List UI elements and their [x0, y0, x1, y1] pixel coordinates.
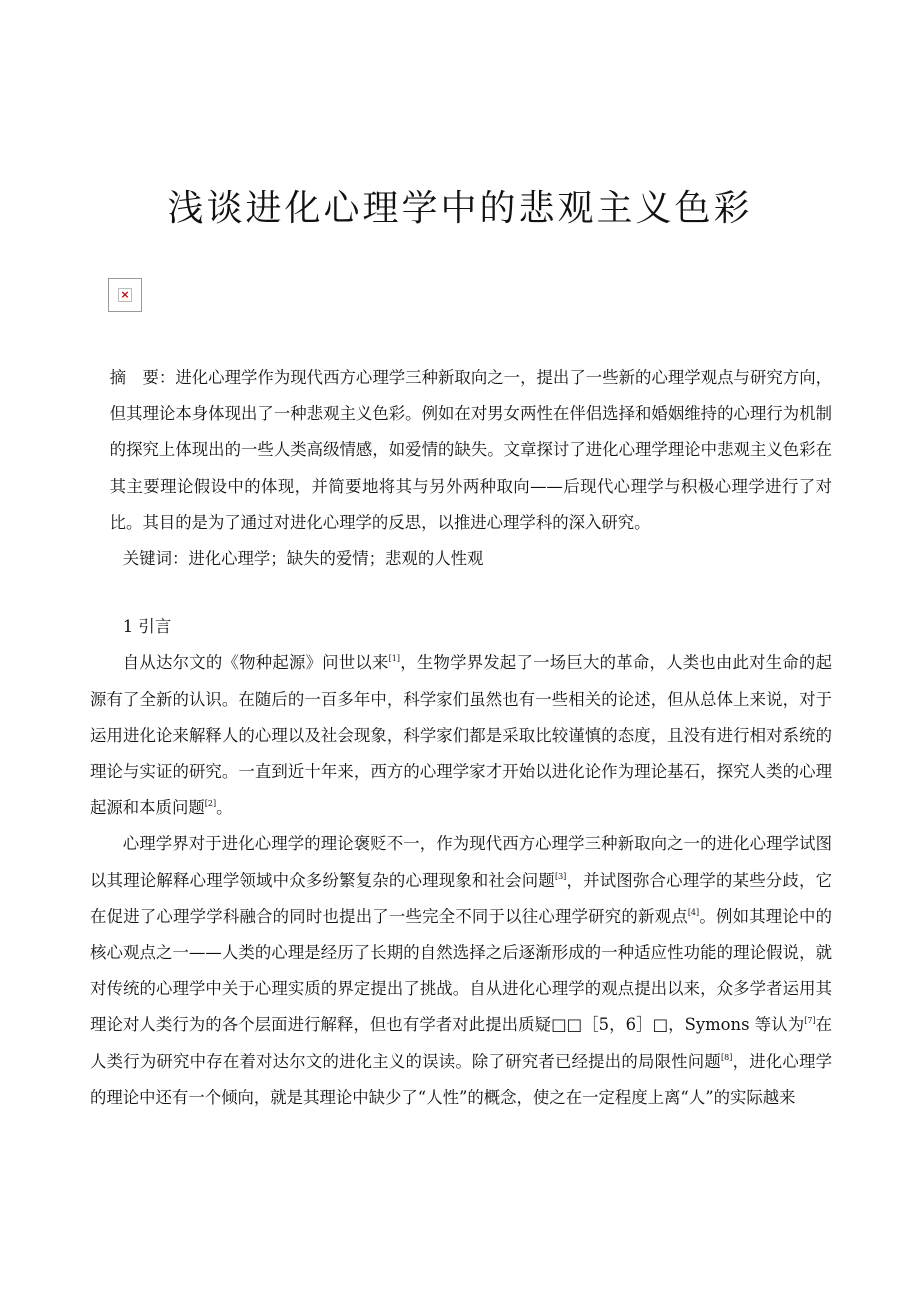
document-body [90, 360, 832, 1116]
citation-4: [4] [687, 907, 700, 917]
broken-image-placeholder [108, 278, 142, 312]
citation-2: [2] [204, 799, 217, 809]
spacer [90, 577, 832, 609]
section-heading: 1 引言 [122, 617, 172, 637]
paragraph-1 [90, 645, 832, 826]
para2-text-b: ，并试图弥合心理学的某些分歧，它在促进了心理学学科融合的同时也提出了一些完全不同于以往心理学研究的新观点 [90, 870, 833, 926]
citation-7: [7] [804, 1016, 816, 1026]
para2-text-a: 心理学界对于进化心理学的理论褒贬不一，作为现代西方心理学三种新取向之一的进化心理学试图以其理论解释心理学领域中众多纷繁复杂的心理现象和社会问题 [90, 834, 832, 890]
citation-3: [3] [554, 871, 567, 881]
citation-1: [1] [388, 654, 400, 664]
para2-text-c: 。例如其理论中的核心观点之一——人类的心理是经历了长期的自然选择之后逐渐形成的一种适应性功能的理论假说，就对传统的心理学中关于心理实质的界定提出了挑战。自从进化心理学的观点提出以来，众多学者运用其理论对人类行为的各个层面进行解释，但也有学者对此提出质疑□□［5，6］□，Symons 等认为 [90, 906, 833, 1035]
document-title: 浅谈进化心理学中的悲观主义色彩 [167, 188, 753, 229]
para1-text-c: 。 [216, 798, 233, 818]
para1-text-a: 自从达尔文的《物种起源》问世以来 [122, 653, 389, 673]
abstract-text: 进化心理学作为现代西方心理学三种新取向之一，提出了一些新的心理学观点与研究方向，但其理论本身体现出了一种悲观主义色彩。例如在对男女两性在伴侣选择和婚姻维持的心理行为机制的探究上体现出的一些人类高级情感，如爱情的缺失。文章探讨了进化心理学理论中悲观主义色彩在其主要理论假设中的体现，并简要地将其与另外两种取向——后现代心理学与积极心理学进行了对比。其目的是为了通过对进化心理学的反思，以推进心理学科的深入研究。 [109, 368, 833, 532]
para2-text-d: 在人类行为研究中存在着对达尔文的进化主义的误读。除了研究者已经提出的局限性问题 [90, 1015, 833, 1071]
para2-text-e: ，进化心理学的理论中还有一个倾向，就是其理论中缺少了“人性”的概念，使之在一定程度上离“人”的实际越来 [90, 1051, 833, 1107]
citation-8: [8] [721, 1052, 733, 1062]
broken-image-icon: × [118, 288, 132, 302]
abstract-label: 摘 要： [109, 368, 176, 387]
abstract [90, 360, 832, 541]
keywords-text: 进化心理学；缺失的爱情；悲观的人性观 [188, 549, 484, 569]
keywords-label: 关键词： [122, 549, 189, 569]
paragraph-2 [90, 826, 832, 1116]
para1-text-b: ，生物学界发起了一场巨大的革命，人类也由此对生命的起源有了全新的认识。在随后的一百多年中，科学家们虽然也有一些相关的论述，但从总体上来说，对于运用进化论来解释人的心理以及社会现象，科学家们都是采取比较谨慎的态度，且没有进行相对系统的理论与实证的研究。一直到近十年来，西方的心理学家才开始以进化论作为理论基石，探究人类的心理起源和本质问题 [90, 653, 833, 818]
keywords [90, 541, 832, 577]
